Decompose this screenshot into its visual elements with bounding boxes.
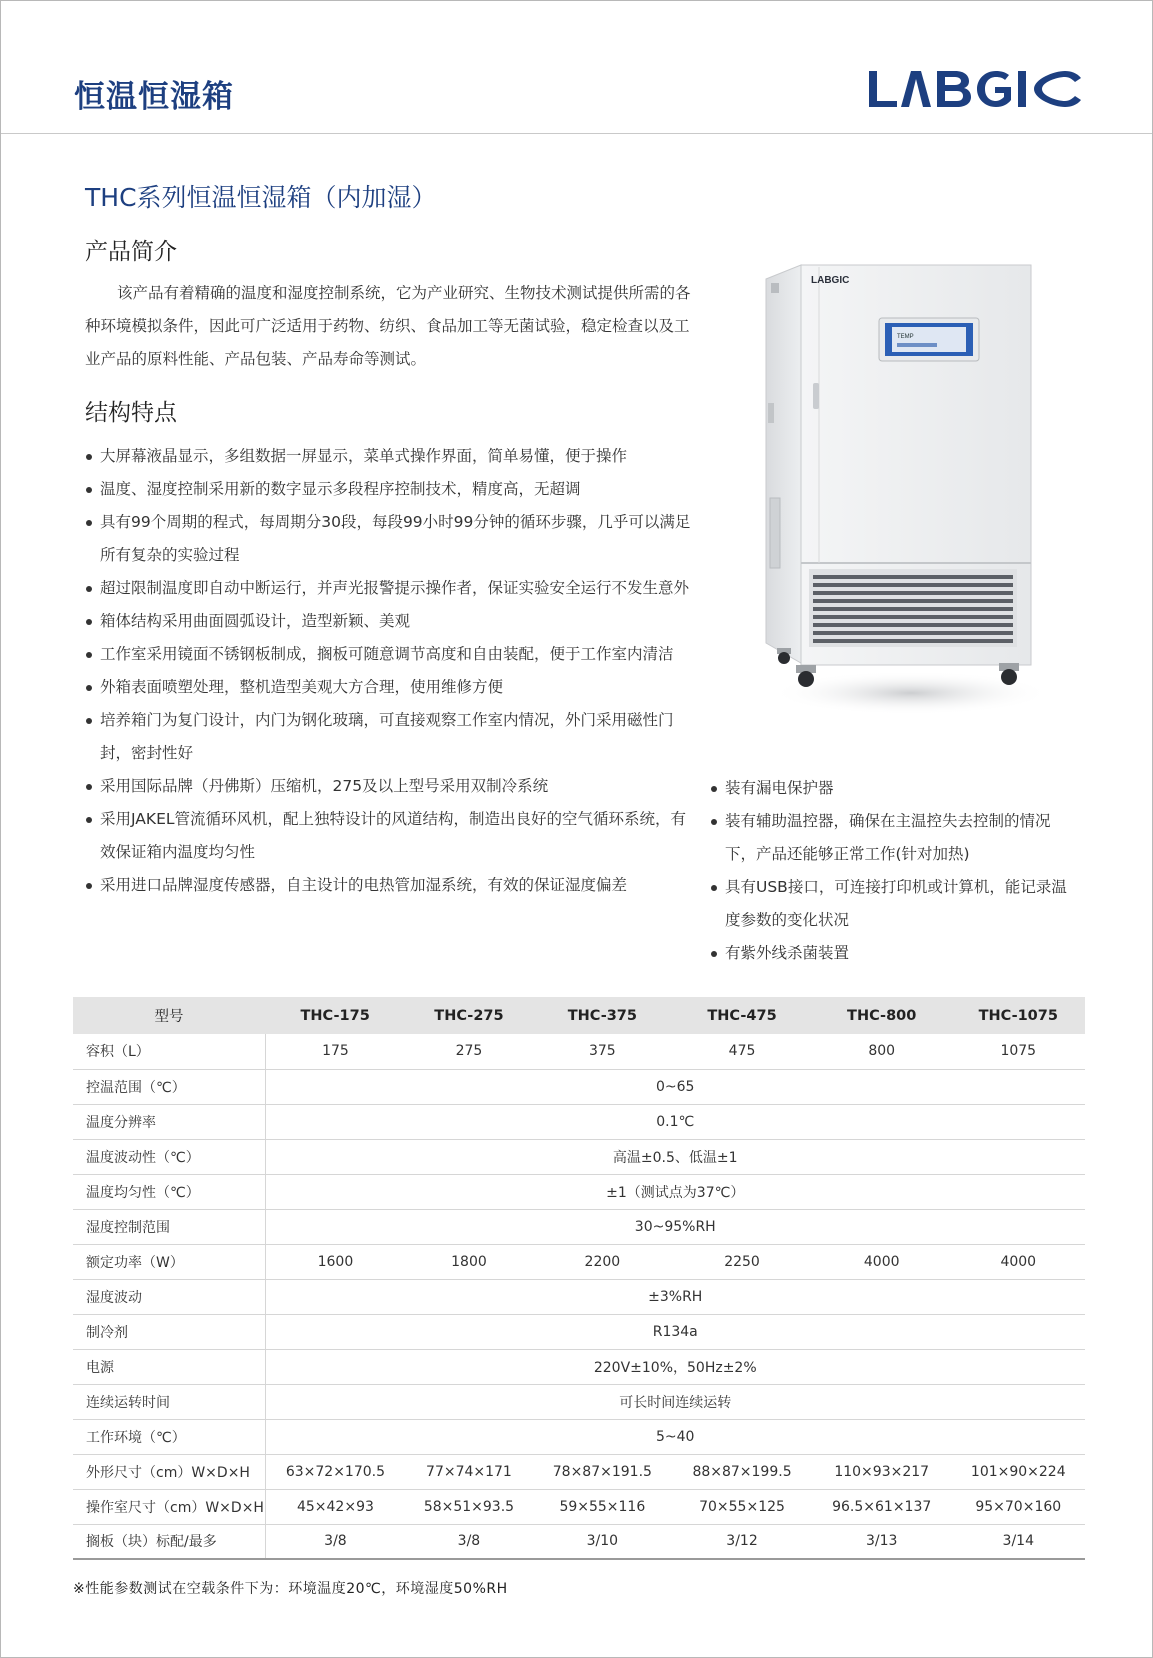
table-cell: 3/8	[265, 1524, 405, 1559]
features-list	[85, 440, 697, 902]
header-title: 恒温恒湿箱	[74, 79, 234, 115]
table-row	[73, 1384, 1085, 1419]
intro-heading: 产品简介	[85, 239, 177, 265]
table-cell: 4000	[952, 1244, 1085, 1279]
panel-display-text: TEMP	[897, 334, 914, 340]
table-cell: 175	[265, 1034, 405, 1069]
vent-grille	[809, 569, 1017, 647]
spec-table	[73, 997, 1085, 1560]
table-cell: 101×90×224	[952, 1454, 1085, 1489]
row-label: 温度均匀性（℃）	[73, 1174, 265, 1209]
row-label: 操作室尺寸（cm）W×D×H	[73, 1489, 265, 1524]
model-column-header: THC-800	[812, 997, 952, 1034]
table-cell: 45×42×93	[265, 1489, 405, 1524]
table-cell-merged: 高温±0.5、低温±1	[265, 1139, 1085, 1174]
row-label: 连续运转时间	[73, 1384, 265, 1419]
features-heading: 结构特点	[85, 400, 177, 426]
table-cell: 77×74×171	[405, 1454, 532, 1489]
feature-item: 采用进口品牌湿度传感器，自主设计的电热管加湿系统，有效的保证湿度偏差	[85, 869, 697, 902]
feature-item: 箱体结构采用曲面圆弧设计，造型新颖、美观	[85, 605, 697, 638]
feature-item: 大屏幕液晶显示，多组数据一屏显示，菜单式操作界面，简单易懂，便于操作	[85, 440, 697, 473]
row-label: 温度波动性（℃）	[73, 1139, 265, 1174]
table-cell-merged: 5~40	[265, 1419, 1085, 1454]
row-label: 额定功率（W）	[73, 1244, 265, 1279]
table-cell: 1600	[265, 1244, 405, 1279]
row-label: 控温范围（℃）	[73, 1069, 265, 1104]
table-cell: 800	[812, 1034, 952, 1069]
table-cell: 3/13	[812, 1524, 952, 1559]
intro-paragraph: 该产品有着精确的温度和湿度控制系统，它为产业研究、生物技术测试提供所需的各种环境模拟条件，因此可广泛适用于药物、纺织、食品加工等无菌试验，稳定检查以及工业产品的原料性能、产品包装、产品寿命等测试。	[85, 284, 691, 368]
table-cell: 110×93×217	[812, 1454, 952, 1489]
row-label: 湿度波动	[73, 1279, 265, 1314]
footnote: ※性能参数测试在空载条件下为：环境温度20℃，环境湿度50%RH	[73, 1581, 508, 1597]
model-column-header: THC-275	[405, 997, 532, 1034]
table-cell: 70×55×125	[672, 1489, 812, 1524]
labgic-logo	[867, 69, 1085, 109]
table-row	[73, 1419, 1085, 1454]
table-row	[73, 1314, 1085, 1349]
table-cell: 2250	[672, 1244, 812, 1279]
table-cell: 375	[533, 1034, 673, 1069]
feature-item: 具有USB接口，可连接打印机或计算机，能记录温度参数的变化状况	[710, 871, 1070, 937]
table-cell: 275	[405, 1034, 532, 1069]
table-header-label: 型号	[73, 997, 265, 1034]
features-list-right	[710, 772, 1070, 970]
feature-item: 采用国际品牌（丹佛斯）压缩机，275及以上型号采用双制冷系统	[85, 770, 697, 803]
table-row	[73, 1454, 1085, 1489]
table-row	[73, 1104, 1085, 1139]
table-cell: 95×70×160	[952, 1489, 1085, 1524]
table-cell: 475	[672, 1034, 812, 1069]
feature-item: 外箱表面喷塑处理，整机造型美观大方合理，使用维修方便	[85, 671, 697, 704]
table-row	[73, 1069, 1085, 1104]
row-label: 外形尺寸（cm）W×D×H	[73, 1454, 265, 1489]
row-label: 湿度控制范围	[73, 1209, 265, 1244]
model-column-header: THC-1075	[952, 997, 1085, 1034]
panel-logo: LABGIC	[811, 275, 850, 286]
table-row	[73, 1209, 1085, 1244]
table-row	[73, 1034, 1085, 1069]
table-header-row	[73, 997, 1085, 1034]
table-row	[73, 1139, 1085, 1174]
feature-item: 采用JAKEL管流循环风机，配上独特设计的风道结构，制造出良好的空气循环系统，有效保证箱内温度均匀性	[85, 803, 697, 869]
table-cell: 58×51×93.5	[405, 1489, 532, 1524]
row-label: 容积（L）	[73, 1034, 265, 1069]
table-row	[73, 1279, 1085, 1314]
feature-item: 装有漏电保护器	[710, 772, 1070, 805]
row-label: 制冷剂	[73, 1314, 265, 1349]
row-label: 工作环境（℃）	[73, 1419, 265, 1454]
table-row	[73, 1524, 1085, 1559]
table-cell-merged: 0~65	[265, 1069, 1085, 1104]
model-column-header: THC-375	[533, 997, 673, 1034]
table-cell: 78×87×191.5	[533, 1454, 673, 1489]
table-row	[73, 1489, 1085, 1524]
table-cell: 88×87×199.5	[672, 1454, 812, 1489]
table-cell: 3/14	[952, 1524, 1085, 1559]
feature-item: 培养箱门为复门设计，内门为钢化玻璃，可直接观察工作室内情况，外门采用磁性门封，密封性好	[85, 704, 697, 770]
table-row	[73, 1174, 1085, 1209]
table-row	[73, 1349, 1085, 1384]
table-cell: 59×55×116	[533, 1489, 673, 1524]
product-series-title: THC系列恒温恒湿箱（内加湿）	[85, 183, 437, 212]
table-cell-merged: 可长时间连续运转	[265, 1384, 1085, 1419]
model-column-header: THC-175	[265, 997, 405, 1034]
feature-item: 温度、湿度控制采用新的数字显示多段程序控制技术，精度高，无超调	[85, 473, 697, 506]
table-cell-merged: 220V±10%，50Hz±2%	[265, 1349, 1085, 1384]
table-cell: 96.5×61×137	[812, 1489, 952, 1524]
table-cell-merged: R134a	[265, 1314, 1085, 1349]
feature-item: 有紫外线杀菌装置	[710, 937, 1070, 970]
table-cell: 2200	[533, 1244, 673, 1279]
table-cell: 63×72×170.5	[265, 1454, 405, 1489]
feature-item: 超过限制温度即自动中断运行，并声光报警提示操作者，保证实验安全运行不发生意外	[85, 572, 697, 605]
feature-item: 工作室采用镜面不锈钢板制成，搁板可随意调节高度和自由装配，便于工作室内清洁	[85, 638, 697, 671]
table-cell-merged: ±1（测试点为37℃）	[265, 1174, 1085, 1209]
page-header	[1, 1, 1152, 134]
table-cell-merged: 0.1℃	[265, 1104, 1085, 1139]
table-cell: 4000	[812, 1244, 952, 1279]
table-cell: 1800	[405, 1244, 532, 1279]
row-label: 温度分辨率	[73, 1104, 265, 1139]
table-cell: 3/8	[405, 1524, 532, 1559]
table-cell: 1075	[952, 1034, 1085, 1069]
feature-item: 装有辅助温控器，确保在主温控失去控制的情况下，产品还能够正常工作(针对加热)	[710, 805, 1070, 871]
row-label: 搁板（块）标配/最多	[73, 1524, 265, 1559]
table-cell: 3/12	[672, 1524, 812, 1559]
row-label: 电源	[73, 1349, 265, 1384]
feature-item: 具有99个周期的程式，每周期分30段，每段99小时99分钟的循环步骤，几乎可以满足所有复杂的实验过程	[85, 506, 697, 572]
table-cell: 3/10	[533, 1524, 673, 1559]
table-cell-merged: ±3%RH	[265, 1279, 1085, 1314]
model-column-header: THC-475	[672, 997, 812, 1034]
table-cell-merged: 30~95%RH	[265, 1209, 1085, 1244]
product-image-chamber	[761, 263, 1046, 723]
table-row	[73, 1244, 1085, 1279]
